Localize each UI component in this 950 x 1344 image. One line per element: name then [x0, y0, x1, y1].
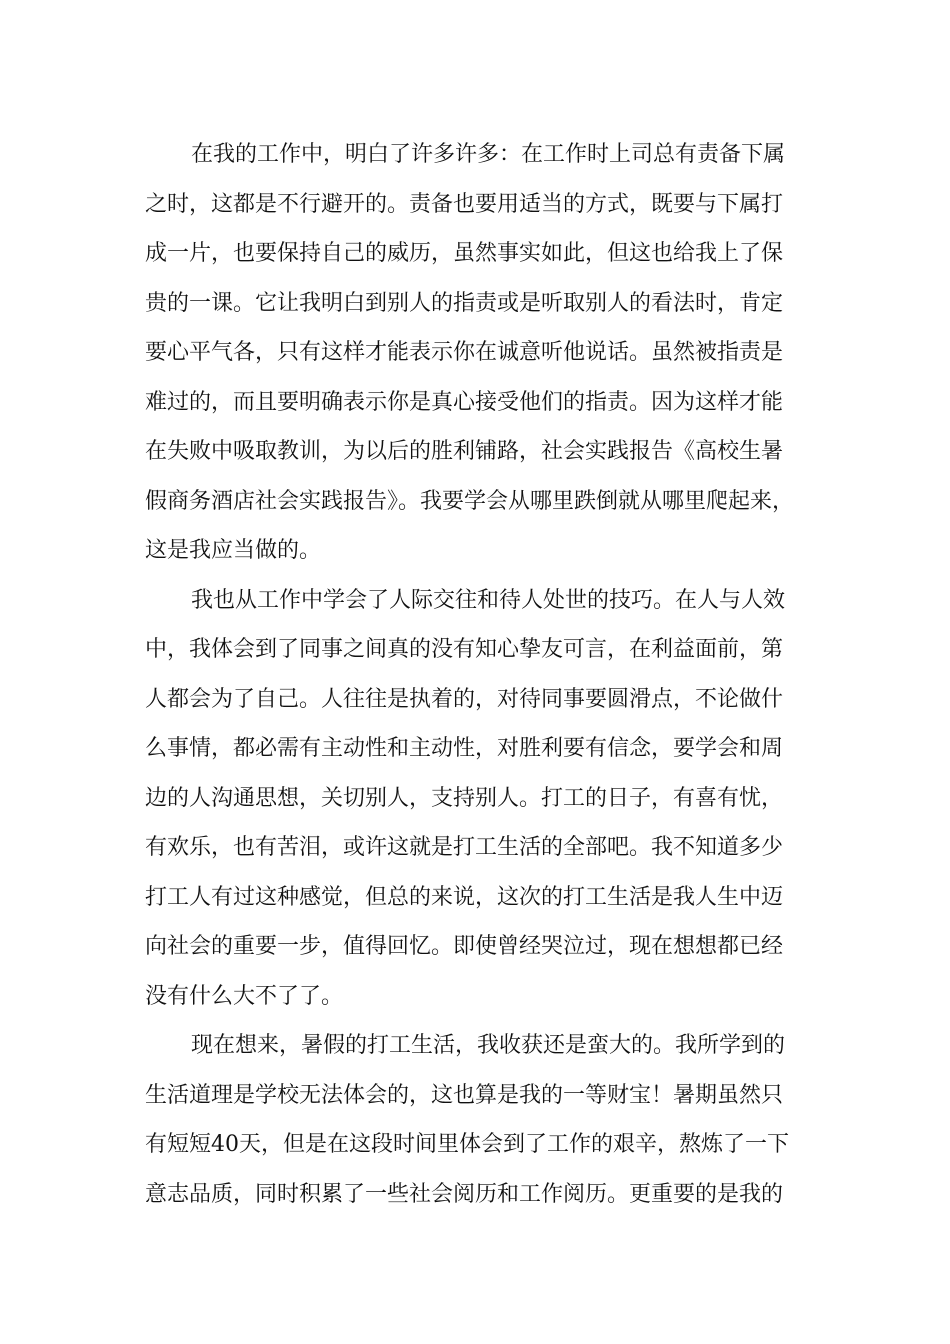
paragraph-line: 有欢乐，也有苦泪，或许这就是打工生活的全部吧。我不知道多少 — [145, 835, 784, 860]
paragraph-2 — [145, 576, 825, 1022]
paragraph-line: 在失败中吸取教训，为以后的胜利铺路，社会实践报告《高校生暑 — [145, 439, 784, 464]
paragraph-line: 打工人有过这种感觉，但总的来说，这次的打工生活是我人生中迈 — [145, 884, 784, 910]
paragraph-line: 贵的一课。它让我明白到别人的指责或是听取别人的看法时，肯定 — [145, 290, 784, 316]
paragraph-line: 中，我体会到了同事之间真的没有知心挚友可言，在利益面前，第 — [145, 637, 784, 662]
paragraph-line: 有短短40天，但是在这段时间里体会到了工作的艰辛，熬炼了一下 — [145, 1132, 789, 1157]
paragraph-1 — [145, 130, 825, 576]
paragraph-line: 我也从工作中学会了人际交往和待人处世的技巧。在人与人效 — [191, 587, 786, 613]
paragraph-line: 这是我应当做的。 — [145, 538, 322, 563]
paragraph-line: 生活道理是学校无法体会的，这也算是我的一等财宝！暑期虽然只 — [145, 1082, 784, 1108]
paragraph-line: 之时，这都是不行避开的。责备也要用适当的方式，既要与下属打 — [145, 191, 784, 217]
paragraph-line: 意志品质，同时积累了一些社会阅历和工作阅历。更重要的是我的 — [145, 1181, 784, 1207]
paragraph-line: 假商务酒店社会实践报告》。我要学会从哪里跌倒就从哪里爬起来， — [145, 488, 795, 514]
document-body — [145, 130, 825, 1219]
paragraph-line: 成一片，也要保持自己的威历，虽然事实如此，但这也给我上了保 — [145, 241, 784, 266]
paragraph-line: 要心平气各，只有这样才能表示你在诚意听他说话。虽然被指责是 — [145, 340, 784, 365]
paragraph-line: 在我的工作中，明白了许多许多：在工作时上司总有责备下属 — [191, 142, 786, 167]
paragraph-line: 向社会的重要一步，值得回忆。即使曾经哭泣过，现在想想都已经 — [145, 934, 784, 959]
paragraph-line: 么事情，都必需有主动性和主动性，对胜利要有信念，要学会和周 — [145, 736, 784, 761]
paragraph-line: 没有什么大不了了。 — [145, 983, 344, 1009]
paragraph-line: 难过的，而且要明确表示你是真心接受他们的指责。因为这样才能 — [145, 389, 784, 415]
paragraph-3 — [145, 1021, 825, 1219]
paragraph-line: 边的人沟通思想，关切别人，支持别人。打工的日子，有喜有忧， — [145, 785, 784, 811]
paragraph-line: 人都会为了自己。人往往是执着的，对待同事要圆滑点，不论做什 — [145, 686, 784, 712]
paragraph-line: 现在想来，暑假的打工生活，我收获还是蛮大的。我所学到的 — [191, 1033, 786, 1058]
